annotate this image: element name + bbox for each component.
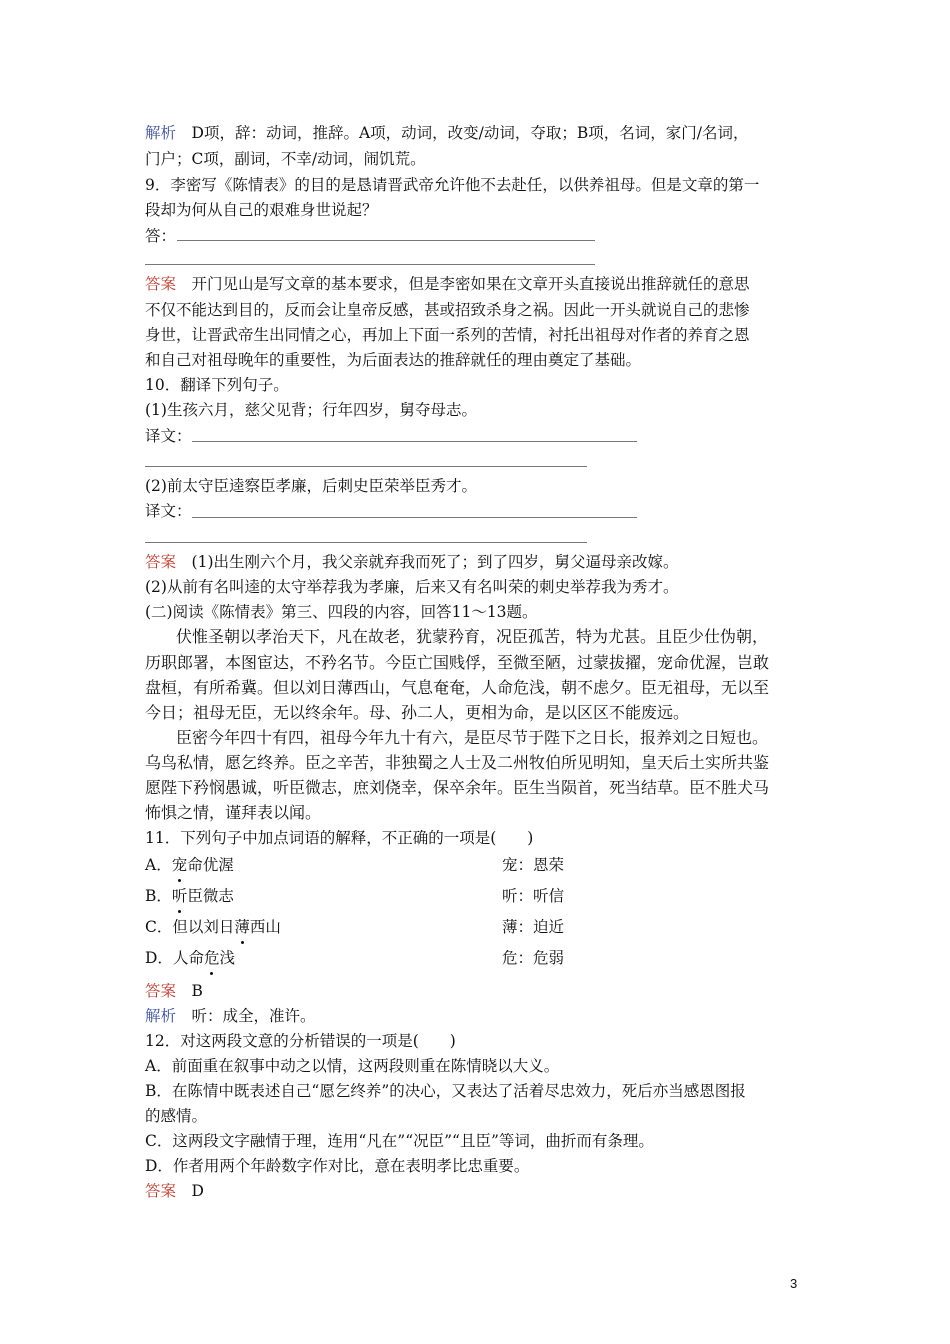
emphasis-dot-char: 薄	[234, 914, 250, 940]
q9-answer-line3: 身世，让晋武帝生出同情之心，再加上下面一系列的苦情，衬托出祖母对作者的养育之恩	[145, 326, 750, 344]
q9-stem-line2: 段却为何从自己的艰难身世说起？	[145, 201, 378, 219]
q11-option-c-explain: 薄：迫近	[502, 918, 565, 936]
q11-option-b: B．听臣微志	[145, 883, 234, 909]
emphasis-dot-char: 危	[204, 945, 220, 971]
section2-heading: (二)阅读《陈情表》第三、四段的内容，回答11～13题。	[145, 603, 538, 621]
q8-analysis-line1: 解析 D项，辞：动词，推辞。A项，动词，改变/动词，夺取；B项，名词，家门/名词，	[145, 124, 749, 142]
q9-answer-line1: 答案 开门见山是写文章的基本要求，但是李密如果在文章开头直接说出推辞就任的意思	[145, 275, 750, 293]
q10-sentence-2: (2)前太守臣逵察臣孝廉，后刺史臣荣举臣秀才。	[145, 477, 477, 495]
q12-option-b-line1: B．在陈情中既表述自己“愿乞终养”的决心，又表达了活着尽忠效力，死后亦当感恩图报	[145, 1082, 746, 1100]
q11-option-d-explain: 危：危弱	[502, 949, 565, 967]
passage-p2-line1: 臣密今年四十有四，祖母今年九十有六，是臣尽节于陛下之日长，报养刘之日短也。	[176, 728, 769, 747]
passage-p2-line3: 愿陛下矜悯愚诚，听臣微志，庶刘侥幸，保卒余年。臣生当陨首，死当结草。臣不胜犬马	[145, 778, 770, 797]
q10-title: 10．翻译下列句子。	[145, 376, 289, 394]
q10-translate-prompt-1: 译文：	[145, 427, 192, 445]
passage-p2-line2: 乌鸟私情，愿乞终养。臣之辛苦，非独蜀之人士及二州牧伯所见明知，皇天后土实所共鉴	[145, 753, 770, 772]
q9-answer-blank-1	[177, 240, 595, 241]
q12-answer: 答案 D	[145, 1182, 204, 1200]
q10-answer-line2: (2)从前有名叫逵的太守举荐我为孝廉，后来又有名叫荣的刺史举荐我为秀才。	[145, 578, 679, 596]
q11-option-a: A．宠命优渥	[145, 852, 234, 878]
q11-option-b-explain: 听：听信	[502, 887, 565, 905]
q12-option-c: C．这两段文字融情于理，连用“凡在”“况臣”“且臣”等词，曲折而有条理。	[145, 1132, 654, 1150]
q12-option-d: D．作者用两个年龄数字作对比，意在表明孝比忠重要。	[145, 1157, 530, 1175]
q11-analysis: 解析 听：成全，准许。	[145, 1007, 316, 1025]
passage-p1-line3: 盘桓，有所希冀。但以刘日薄西山，气息奄奄，人命危浅，朝不虑夕。臣无祖母，无以至	[145, 678, 770, 697]
q12-option-a: A．前面重在叙事中动之以情，这两段则重在陈情晓以大义。	[145, 1057, 560, 1075]
q9-stem-line1: 9．李密写《陈情表》的目的是恳请晋武帝允许他不去赴任，以供养祖母。但是文章的第一	[145, 176, 760, 194]
q9-answer-blank-2	[145, 264, 595, 265]
answer-label: 答案	[145, 1182, 177, 1200]
q11-option-a-explain: 宠：恩荣	[502, 856, 565, 874]
q12-stem: 12．对这两段文意的分析错误的一项是( )	[145, 1032, 456, 1050]
q9-answer-line2: 不仅不能达到目的，反而会让皇帝反感，甚或招致杀身之祸。因此一开头就说自己的悲惨	[145, 301, 750, 319]
q9-answer-prompt: 答：	[145, 227, 177, 245]
q10-blank-1a	[192, 441, 637, 442]
emphasis-dot-char: 听	[172, 883, 188, 909]
answer-label: 答案	[145, 275, 177, 293]
q10-sentence-1: (1)生孩六月，慈父见背；行年四岁，舅夺母志。	[145, 401, 477, 419]
answer-label: 答案	[145, 553, 177, 571]
q11-option-d: D．人命危浅	[145, 945, 235, 971]
q10-translate-prompt-2: 译文：	[145, 502, 192, 520]
q11-option-c: C．但以刘日薄西山	[145, 914, 281, 940]
q10-answer-line1: 答案 (1)出生刚六个月，我父亲就弃我而死了；到了四岁，舅父逼母亲改嫁。	[145, 553, 679, 571]
q9-answer-line4: 和自己对祖母晚年的重要性，为后面表达的推辞就任的理由奠定了基础。	[145, 351, 642, 369]
page-number: 3	[790, 1276, 798, 1291]
passage-p2-line4: 怖惧之情，谨拜表以闻。	[145, 803, 322, 822]
passage-p1-line4: 今日；祖母无臣，无以终余年。母、孙二人，更相为命，是以区区不能废远。	[145, 703, 690, 722]
q10-blank-2b	[145, 542, 587, 543]
q12-option-b-line2: 的感情。	[145, 1107, 208, 1125]
q10-blank-1b	[145, 466, 587, 467]
answer-label: 答案	[145, 982, 177, 1000]
q11-answer: 答案 B	[145, 982, 203, 1000]
analysis-label: 解析	[145, 1007, 177, 1025]
q8-analysis-line2: 门户；C项，副词，不幸/动词，闹饥荒。	[145, 150, 426, 168]
q11-stem: 11．下列句子中加点词语的解释，不正确的一项是( )	[145, 829, 534, 847]
passage-p1-line1: 伏惟圣朝以孝治天下，凡在故老，犹蒙矜育，况臣孤苦，特为尤甚。且臣少仕伪朝，	[176, 627, 769, 646]
emphasis-dot-char: 宠	[172, 852, 188, 878]
q10-blank-2a	[192, 517, 637, 518]
analysis-label: 解析	[145, 124, 177, 142]
passage-p1-line2: 历职郎署，本图宦达，不矜名节。今臣亡国贱俘，至微至陋，过蒙拔擢，宠命优渥，岂敢	[145, 653, 770, 672]
